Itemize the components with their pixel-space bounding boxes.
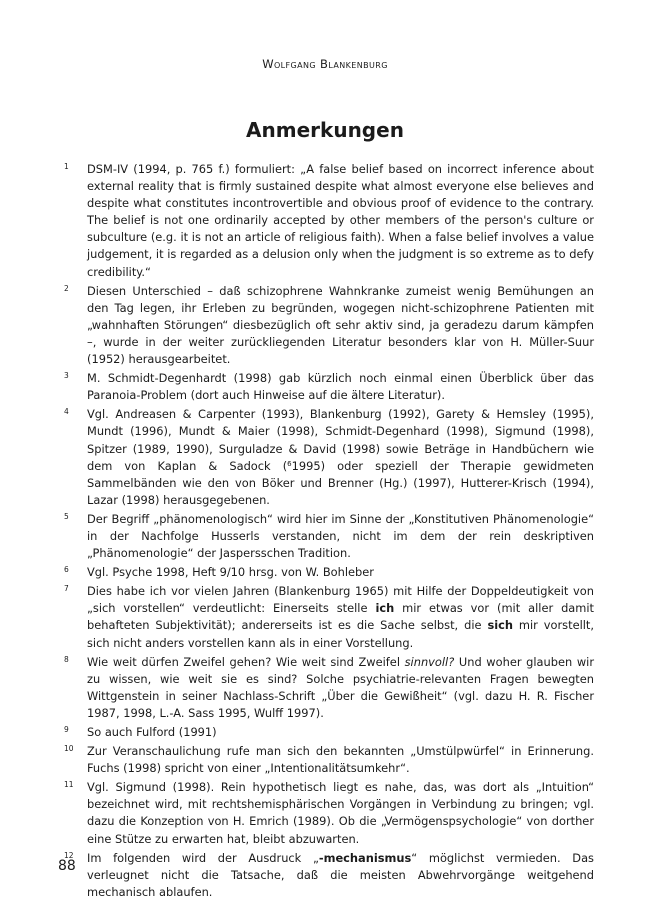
footnote-text: Diesen Unterschied – daß schizophrene Wahnkranke zumeist wenig Bemühungen an den Tag legen, ihr Erleben zu begründen, wogegen nicht-schizophrene Patienten mit „wahnhaften Störungen“ diesbezüglich oft sehr aktiv sind, ja geradezu darum kämpfen –, wurde in der weiter zurückliegenden Literatur besonders klar von H. Müller-Suur (1952) herausgearbeitet.: [87, 283, 594, 367]
footnote-10: [64, 743, 594, 777]
footnote-text: [87, 654, 594, 722]
footnote-9: [64, 724, 594, 741]
footnote-text: Vgl. Sigmund (1998). Rein hypothetisch liegt es nahe, das, was dort als „Intuition“ bezeichnet wird, mit rechtshemisphärischen Vorgängen in Verbindung zu bringen; vgl. dazu die Konzeption von H. Emrich (1989). Ob die „Vermögenspsychologie“ von dorther eine Stütze zu erwarten hat, bleibt abzuwarten.: [87, 780, 594, 846]
footnote-text-part: mir vorstellt, sich nicht anders vorstellen kann als in einer Vorstellung.: [87, 618, 595, 650]
footnote-text-part: 1995) oder speziell der Therapie gewidmeten Sammelbänden wie den von Böker und Brenner (Hg.) (1997), Hutterer-Krisch (1994), Lazar (1998) herausgegebenen.: [87, 458, 594, 507]
footnote-text-part: mir etwas vor (mit aller damit behafteten Subjektivität); andererseits ist es die Sache selbst, die: [87, 601, 595, 633]
edition-superscript: 6: [287, 459, 292, 468]
footnote-8: [64, 654, 594, 722]
emphasis-bold: -mechanismus: [318, 850, 412, 865]
page-number: 88: [58, 858, 76, 874]
footnote-number: 3: [64, 371, 69, 381]
footnote-number: 7: [64, 584, 69, 594]
running-head: Wolfgang Blankenburg: [262, 57, 388, 71]
footnote-text: [87, 850, 594, 901]
footnote-3: [64, 370, 594, 404]
footnote-text: Vgl. Psyche 1998, Heft 9/10 hrsg. von W. Bohleber: [87, 565, 374, 580]
footnote-1: [64, 161, 594, 281]
footnote-text: Zur Veranschaulichung rufe man sich den bekannten „Umstülpwürfel“ in Erinnerung. Fuchs (1998) spricht von einer „Intentionalitätsumkehr“.: [87, 744, 594, 776]
footnote-number: 5: [64, 511, 69, 521]
footnote-7: [64, 583, 594, 651]
footnote-text: M. Schmidt-Degenhardt (1998) gab kürzlich noch einmal einen Überblick über das Paranoia-Problem (dort auch Hinweise auf die ältere Literatur).: [87, 371, 594, 403]
footnote-number: 9: [64, 725, 69, 734]
footnote-text-part: Vgl. Andreasen & Carpenter (1993), Blankenburg (1992), Garety & Hemsley (1995), Mundt (1996), Mundt & Maier (1998), Schmidt-Degenhard (1998), Sigmund (1998), Spitzer (1989, 1990), Surguladze & David (1998) sowie Beträge in Handbüchern wie dem von Kaplan & Sadock (: [87, 407, 594, 473]
footnote-text-part: Dies habe ich vor vielen Jahren (Blankenburg 1965) mit Hilfe der Doppeldeutigkeit von „sich vorstellen“ verdeutlicht: Einerseits stelle: [87, 584, 594, 616]
footnote-text: [87, 583, 594, 651]
footnote-4: [64, 406, 594, 509]
footnote-number: 11: [64, 780, 74, 790]
footnote-number: 12: [64, 850, 74, 860]
footnote-number: 1: [64, 162, 69, 171]
footnote-text-part: Wie weit dürfen Zweifel gehen? Wie weit sind Zweifel: [87, 654, 405, 669]
emphasis-italic: sinnvoll?: [404, 654, 455, 669]
footnote-text: DSM-IV (1994, p. 765 f.) formuliert: „A false belief based on incorrect inference about external reality that is firmly sustained despite what almost everyone else believes and despite what constitutes incontrovertible and obvious proof of evidence to the contrary. The belief is not one ordinarily accepted by other members of the person's culture or subculture (e.g. it is not an article of religious faith). When a false belief involves a value judgement, it is regarded as a delusion only when the judgment is so extreme as to defy credibility.“: [87, 162, 594, 279]
emphasis-bold: ich: [375, 601, 395, 616]
footnote-2: [64, 283, 594, 368]
footnote-12: [64, 850, 594, 901]
footnotes-list: [64, 161, 594, 903]
footnote-text: Der Begriff „phänomenologisch“ wird hier im Sinne der „Konstitutiven Phänomenologie“ in der Nachfolge Husserls verstanden, nicht im dem der rein deskriptiven „Phänomenologie“ der Jaspersschen Tradition.: [87, 511, 594, 561]
footnote-text-part: Im folgenden wird der Ausdruck „: [87, 850, 319, 865]
footnote-11: [64, 779, 594, 847]
footnote-text: [87, 406, 594, 509]
footnote-number: 10: [64, 744, 74, 754]
footnote-number: 4: [64, 407, 69, 417]
footnote-text-part: “ möglichst vermieden. Das verleugnet nicht die Tatsache, daß die meisten Abwehrvorgänge weitgehend mechanisch ablaufen.: [87, 850, 594, 899]
section-title: Anmerkungen: [246, 118, 404, 142]
emphasis-bold: sich: [487, 618, 513, 633]
footnote-6: [64, 564, 594, 581]
footnote-number: 2: [64, 283, 69, 293]
footnote-5: [64, 511, 594, 562]
footnote-number: 6: [64, 565, 69, 575]
footnote-number: 8: [64, 654, 69, 664]
footnote-text-part: Und woher glauben wir zu wissen, wie weit sie es sind? Solche psychiatrie-relevanten Fragen bewegten Wittgenstein in seiner Nachlass-Schrift „Über die Gewißheit“ (vgl. dazu H. R. Fischer 1987, 1998, L.-A. Sass 1995, Wulff 1997).: [87, 654, 594, 720]
footnote-text: So auch Fulford (1991): [87, 725, 217, 739]
